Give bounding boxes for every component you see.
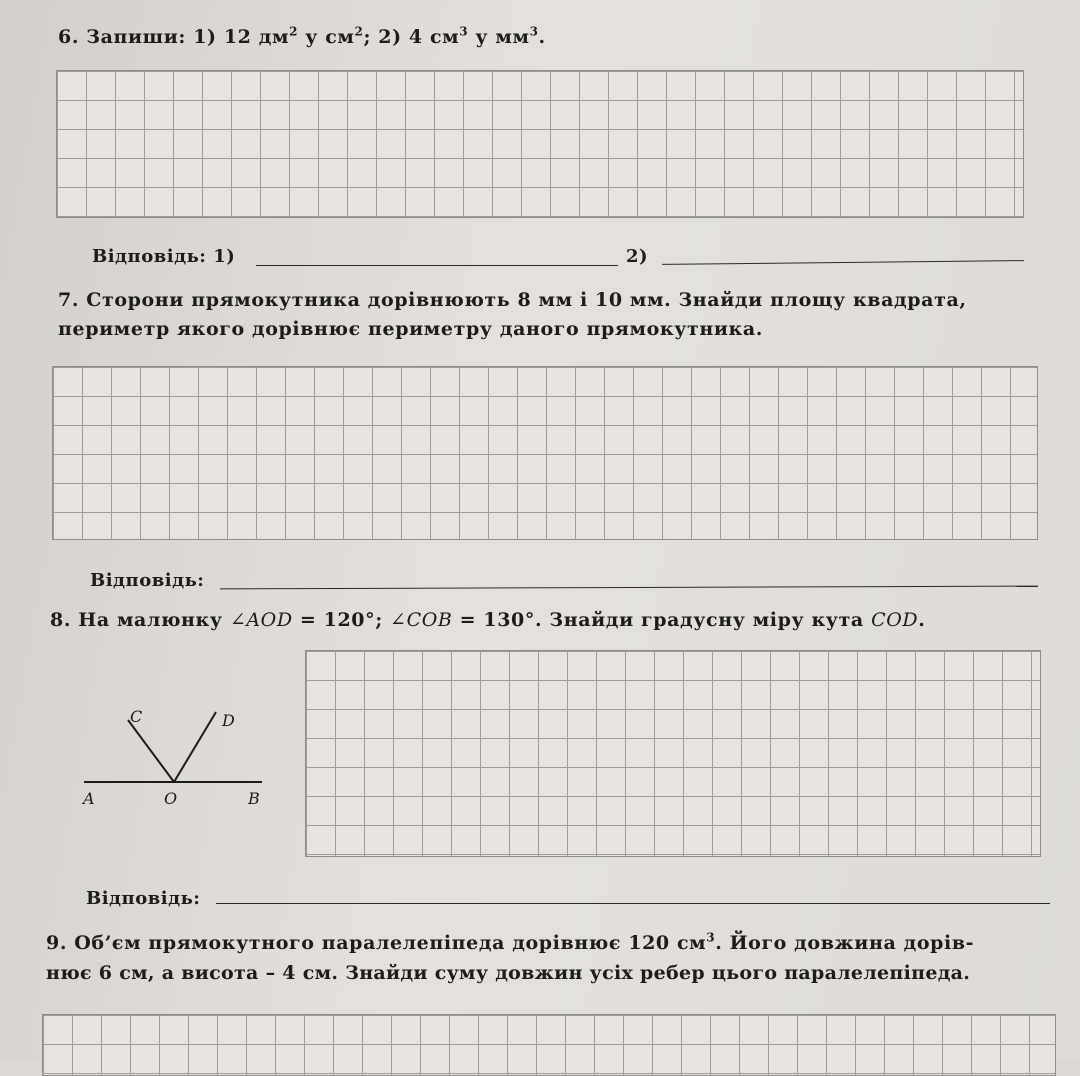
question-9-work-grid[interactable] [42, 1014, 1056, 1076]
figure-label-a: A [83, 789, 95, 808]
question-6-answer-label-2: 2) [626, 246, 649, 267]
question-9-line-1-b: . Його довжина дорів- [715, 932, 975, 954]
question-8-work-grid[interactable] [305, 650, 1041, 857]
question-8-text-a: На малюнку [78, 609, 230, 631]
question-8-angle-cob: ∠COB [390, 609, 453, 631]
question-8-angle-cod: COD [871, 609, 919, 631]
question-6-text-c: ; 2) 4 см [363, 26, 460, 48]
question-7-line-2: периметр якого дорівнює периметру даного прямокутника. [58, 318, 764, 340]
question-8-text-c: = 130°. Знайди градусну міру кута [452, 609, 872, 631]
question-6-text-e: . [538, 26, 546, 48]
question-6-text-b: у см [298, 26, 355, 48]
question-9-number: 9. [46, 932, 68, 954]
question-6-sup-2: 2 [354, 24, 364, 39]
question-6-sup-3: 3 [459, 24, 469, 39]
question-8-answer-line[interactable] [216, 903, 1050, 904]
question-7-number: 7. [58, 289, 80, 311]
question-8-text-b: = 120°; [292, 609, 391, 631]
question-6-work-grid[interactable] [56, 70, 1024, 218]
question-9-sup: 3 [706, 930, 716, 945]
figure-label-o: O [164, 789, 178, 808]
question-6-sup-4: 3 [529, 24, 539, 39]
question-6-answer-label-1: Відповідь: 1) [92, 246, 236, 267]
question-9-line-1-a: Об’єм прямокутного паралелепіпеда дорівнює 120 см [74, 932, 707, 954]
angle-figure [70, 700, 280, 820]
question-8-number: 8. [50, 609, 72, 631]
question-6-sup-1: 2 [289, 24, 299, 39]
question-7-line-1: Сторони прямокутника дорівнюють 8 мм і 10 мм. Знайди площу квадрата, [86, 289, 967, 311]
question-8-text-d: . [918, 609, 926, 631]
figure-label-c: C [130, 707, 143, 726]
question-7 [58, 285, 967, 315]
figure-ray-od [174, 712, 216, 782]
question-8 [50, 605, 925, 635]
question-7-work-grid[interactable] [52, 366, 1038, 540]
question-9-line-2-row [46, 958, 970, 988]
question-6-number: 6. [58, 26, 80, 48]
question-6 [58, 22, 546, 52]
question-6-text-d: у мм [468, 26, 530, 48]
question-7-answer-line[interactable] [220, 586, 1038, 590]
question-7-answer-label: Відповідь: [90, 570, 205, 591]
question-8-angle-aod: ∠AOD [229, 609, 293, 631]
question-9 [46, 928, 974, 958]
question-9-line-2: нює 6 см, а висота – 4 см. Знайди суму довжин усіх ребер цього паралелепіпеда. [46, 962, 971, 984]
figure-ray-oc [128, 720, 174, 782]
question-6-text-a: Запиши: 1) 12 дм [86, 26, 290, 48]
question-6-answer-line-1[interactable] [256, 265, 618, 266]
figure-label-d: D [222, 711, 235, 730]
question-7-line-2-row [58, 314, 763, 344]
question-6-answer-line-2[interactable] [662, 260, 1024, 265]
figure-label-b: B [248, 789, 260, 808]
question-8-answer-label: Відповідь: [86, 888, 201, 909]
